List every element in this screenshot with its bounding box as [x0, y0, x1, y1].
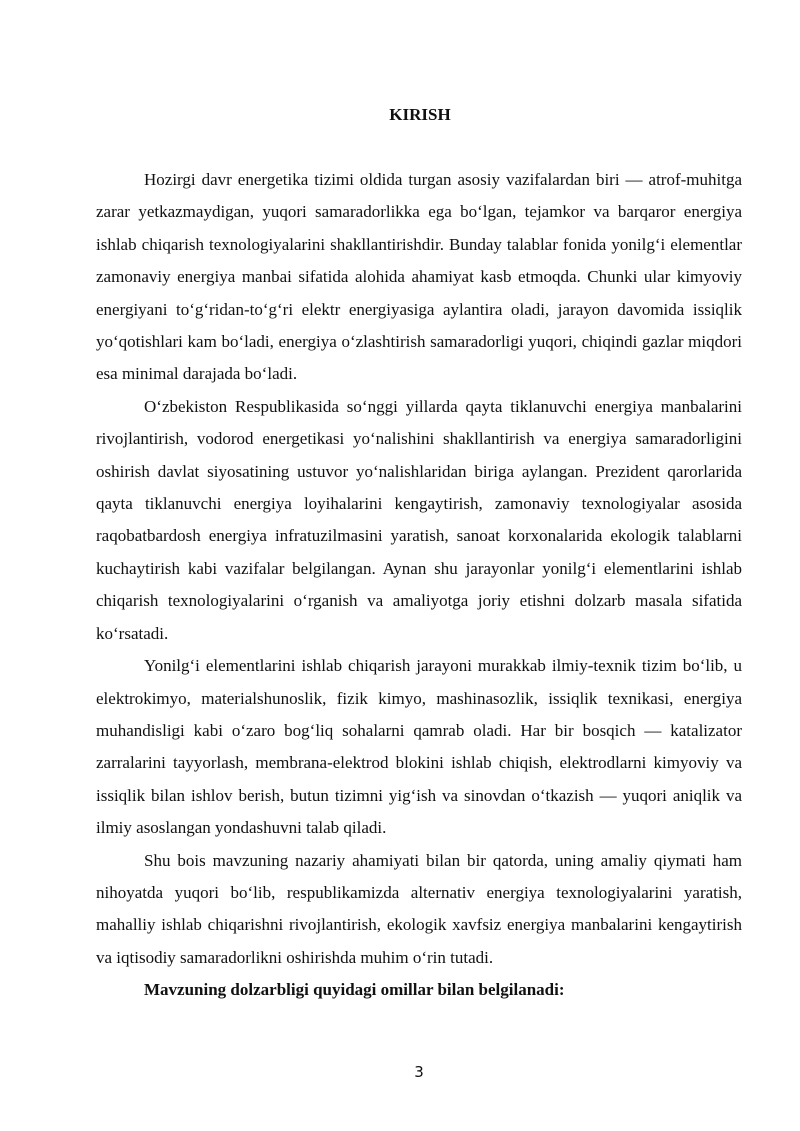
paragraph-uzbekistan-policy: O‘zbekiston Respublikasida so‘nggi yillarda qayta tiklanuvchi energiya manbalarini rivojlantirish, vodorod energetikasi yo‘nalishini shakllantirish va energiya samaradorligini oshirish davlat siyosatining ustuvor yo‘nalishlaridan biriga aylangan. Prezident qarorlarida qayta tiklanuvchi energiya loyihalarini kengaytirish, zamonaviy texnologiyalar asosida raqobatbardosh energiya infratuzilmasini yaratish, sanoat korxonalarida ekologik talablarni kuchaytirish kabi vazifalar belgilangan. Aynan shu jarayonlar yonilg‘i elementlarini ishlab chiqarish texnologiyalarini o‘rganish va amaliyotga joriy etishni dolzarb masala sifatida ko‘rsatadi. [96, 396, 742, 643]
document-page [96, 104, 742, 1006]
page-number: 3 [414, 1063, 424, 1081]
paragraph-practical-value: Shu bois mavzuning nazariy ahamiyati bilan bir qatorda, uning amaliy qiymati ham nihoyatda yuqori bo‘lib, respublikamizda alternativ energiya texnologiyalarini yaratish, mahalliy ishlab chiqarishni rivojlantirish, ekologik xavfsiz energiya manbalarini kengaytirish va iqtisodiy samaradorlikni oshirishda muhim o‘rin tutadi. [96, 850, 742, 967]
paragraph-intro: Hozirgi davr energetika tizimi oldida turgan asosiy vazifalardan biri — atrof-muhitga zarar yetkazmaydigan, yuqori samaradorlikka ega bo‘lgan, tejamkor va barqaror energiya ishlab chiqarish texnologiyalarini shakllantirishdir. Bunday talablar fonida yonilg‘i elementlar zamonaviy energiya manbai sifatida alohida ahamiyat kasb etmoqda. Chunki ular kimyoviy energiyani to‘g‘ridan-to‘g‘ri elektr energiyasiga aylantira oladi, jarayon davomida issiqlik yo‘qotishlari kam bo‘ladi, energiya o‘zlashtirish samaradorligi yuqori, chiqindi gazlar miqdori esa minimal darajada bo‘ladi. [96, 170, 742, 384]
paragraph-production-process: Yonilg‘i elementlarini ishlab chiqarish jarayoni murakkab ilmiy-texnik tizim bo‘lib, u elektrokimyo, materialshunoslik, fizik kimyo, mashinasozlik, issiqlik texnikasi, energiya muhandisligi kabi o‘zaro bog‘liq sohalarni qamrab oladi. Har bir bosqich — katalizator zarralarini tayyorlash, membrana-elektrod blokini ishlab chiqish, elektrodlarni kimyoviy va issiqlik bilan ishlov berish, butun tizimni yig‘ish va sinovdan o‘tkazish — yuqori aniqlik va ilmiy asoslangan yondashuvni talab qiladi. [96, 656, 742, 838]
relevance-subheading: Mavzuning dolzarbligi quyidagi omillar bilan belgilanadi: [144, 980, 565, 1000]
section-title: KIRISH [389, 105, 451, 124]
